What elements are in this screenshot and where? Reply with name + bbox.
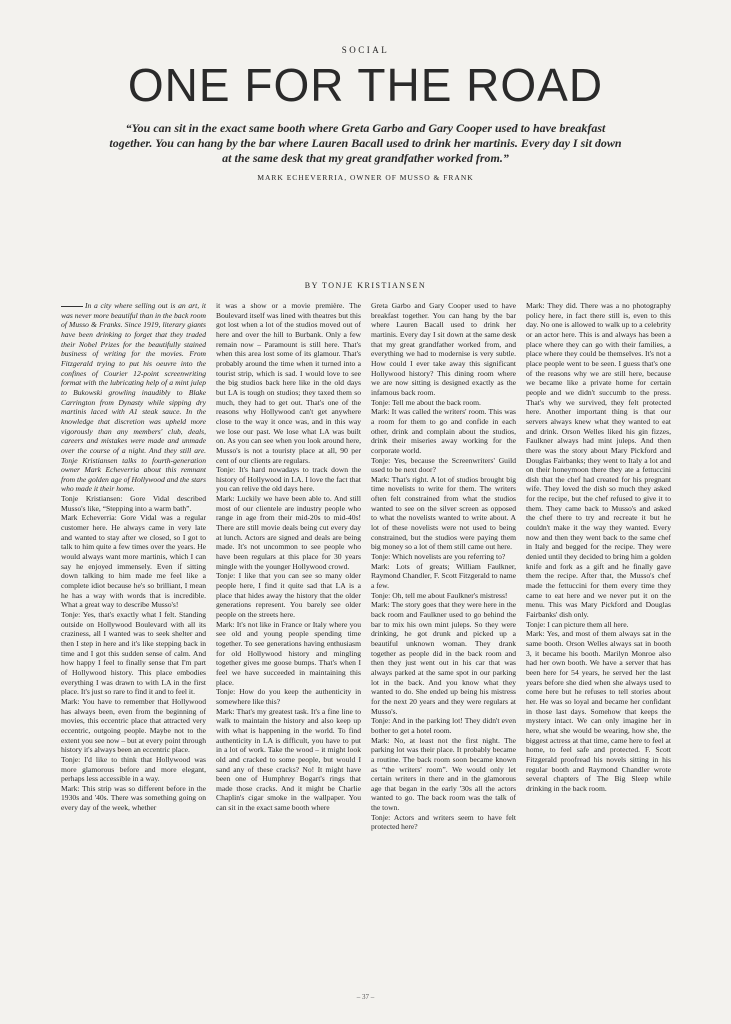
article-body xyxy=(61,301,671,1001)
body-paragraph: Tonje: It's hard nowadays to track down the history of Hollywood in LA. I love the fact that you can relive the old days here. xyxy=(216,465,361,494)
body-paragraph: Tonje Kristiansen: Gore Vidal described Musso's like, “Stepping into a warm bath”. xyxy=(61,494,206,513)
quote-attribution: MARK ECHEVERRIA, OWNER OF MUSSO & FRANK xyxy=(257,173,474,182)
body-paragraph: Tonje: How do you keep the authenticity in somewhere like this? xyxy=(216,687,361,706)
body-paragraph: Mark: Luckily we have been able to. And still most of our clientele are industry people who range in age from their mid-20s to mid-40s! There are still movie deals being cut every day at lunch. Actors are signed and deals are being made. It's not uncommon to see people who have been regulars at this place for 30 years mingle with the younger Hollywood crowd. xyxy=(216,494,361,571)
body-paragraph: Mark: It's not like in France or Italy where you see old and young people spending time together. To see generations having enthusiasm for old Hollywood history and mingling together gives me goose bumps. That's when I feel we have succeeded in maintaining this place. xyxy=(216,619,361,687)
body-paragraph: Tonje: Oh, tell me about Faulkner's mistress! xyxy=(371,590,508,600)
body-paragraph: Mark: That's right. A lot of studios brought big time novelists to write for them. The writers often felt constrained from what the studios wanted to see on the silver screen as opposed to what the novelists wanted to write about. A lot of these novelists were not used to being constrained, but the studios were paying them big money so a lot of them still came out here. xyxy=(371,474,516,552)
byline: BY TONJE KRISTIANSEN xyxy=(304,281,427,290)
body-paragraph: Tonje: I'd like to think that Hollywood was more glamorous before and more elegant, perhaps less accessible in a way. xyxy=(61,754,206,784)
body-paragraph: Greta Garbo and Gary Cooper used to have breakfast together. You can hang by the bar where Lauren Bacall used to drink her martinis. Every day I sit down at the same desk that my great grandfather worked from, and everything we had to modernise is very subtle. How could I ever take away this significant Hollywood history? This dining room where we are now sitting is designed exactly as the infamous back room. xyxy=(371,301,516,397)
body-paragraph: Mark: Lots of greats; William Faulkner, Raymond Chandler, F. Scott Fitzgerald to name a few. xyxy=(371,561,516,591)
section-label: SOCIAL xyxy=(341,45,390,55)
body-paragraph: Mark: That's my greatest task. It's a fine line to walk to maintain the history and also keep up with what is happening in the world. To find authenticity in LA is difficult, you have to put in a lot of work. Take the wood – it might look old and cracked to some people, but would I sand any of these cracks? No! It might have been one of Humphrey Bogart's rings that made those cracks. And it might be Charlie Chaplin's cigar smoke in the wallpaper. You can sit in the exact same booth where xyxy=(216,706,361,813)
body-paragraph: Tonje: I like that you can see so many older people here, I find it quite sad that LA is a place that hides away the history that the older generations represent. You barely see older people on the streets here. xyxy=(216,571,361,619)
intro-dash xyxy=(61,306,83,307)
body-paragraph: Mark: This strip was so different before in the 1930s and '40s. There was something going on every day of the week, whether xyxy=(61,783,206,813)
body-paragraph: Tonje: Actors and writers seem to have felt protected here? xyxy=(371,812,516,832)
article-title: ONE FOR THE ROAD xyxy=(127,59,604,111)
body-paragraph: Mark: The story goes that they were here in the back room and Faulkner used to go behind the bar to mix his own mint juleps. So they were drinking, he got drunk and picked up a beautiful unknown woman. They drank together as people did in the back room and then they just went out in his car that was always parked at the same spot in our parking lot in the back. And you know what they wanted to do. She ended up being his mistress for the next 20 years and they were regulars at Musso's. xyxy=(371,600,516,716)
column-4 xyxy=(526,301,671,1001)
body-paragraph: Mark Echeverria: Gore Vidal was a regular customer here. He always came in very late and wanted to stay after we closed, so I got to talk to him quite a few times over the years. He would always want more martinis, which I can say he enjoyed immensely. Even if sitting down talking to him made me feel like a complete idiot because he's so brilliant, I mean he has a way with words that is incredible. What a great way to describe Musso's! xyxy=(61,513,206,610)
body-paragraph: Mark: No, at least not the first night. The parking lot was their place. It probably became a routine. The back room soon became known as “the writers' room”. We would only let certain writers in there and in the glamorous age that began in the early '30s all the actors wanted to go. The back room was the talk of the town. xyxy=(371,735,516,813)
body-paragraph: Mark: They did. There was a no photography policy here, in fact there still is, even to this day. No one is allowed to walk up to a celebrity or an actor here. This is and always has been a place where they can go with their families, a place where they could be themselves. It's not a place people went to be seen. I guess that's one of the reasons why we are still here, because we became like a private home for certain people and we didn't succumb to the press. That's why we survived, they felt protected here. Another important thing is that our servers always knew what they wanted to eat and drink. Orson Welles liked his gin fizzes, Faulkner always had mint juleps. And then there was the story about Mary Pickford and Douglas Fairbanks; they went to Italy a lot and on their honeymoon there they ate a fettuccini dish that the chef had created for his pregnant wife. They loved the dish so much they asked for the recipe, but the chef refused to give it to them. They came back to Musso's and asked the chef there to try and recreate it but he couldn't make it the way they wanted. Every now and then they went back to the same chef in Italy and begged for the recipe. They were denied until they decided to bring him a golden knife and fork as a gift and he finally gave them the recipe. After that, the Musso's chef made the fettuccini for them every time they came to eat here and we never put it on the menu. This was Mary Pickford and Douglas Fairbanks' dish only. xyxy=(526,301,671,619)
pull-quote: “You can sit in the exact same booth where Greta Garbo and Gary Cooper used to have breakfast together. You can hang by the bar where Lauren Bacall used to drink her martinis. Every day I sit down at the same desk that my great grandfather worked from.” xyxy=(109,121,622,165)
column-3 xyxy=(371,301,516,1001)
body-paragraph: Tonje: Yes, because the Screenwriters' Guild used to be next door? xyxy=(371,455,516,475)
intro-paragraph: In a city where selling out is an art, it was never more beautiful than in the back room of Musso & Franks. Since 1919, literary giants have been drinking to forget that they traded their Nobel Prizes for the beautifully stained business of writing for the movies. From Fitzgerald trying to put his oeuvre into the confines of Courier 12-point screenwriting format with the lubricating help of a mint julep to Bukowski growling inaudibly to Blake Carrington from Dynasty while sipping dry martinis laced with A1 steak sauce. In the knowledge that discretion was upheld more vigorously than any members' club, deals, careers and mistakes were made and unmade over the course of a night. And they still are. Tonje Kristiansen talks to fourth-generation owner Mark Echeverria about this remnant from the golden age of Hollywood and the stars who made it their home. xyxy=(61,301,206,494)
body-paragraph: Tonje: I can picture them all here. xyxy=(526,619,629,629)
body-paragraph: Mark: You have to remember that Hollywood has always been, even from the beginning of movies, this eccentric place that attracted very eccentric, outgoing people. Maybe not to the extent you see now – but at every point through history it's always been an eccentric place. xyxy=(61,696,206,755)
body-paragraph: Tonje: Yes, that's exactly what I felt. Standing outside on Hollywood Boulevard with all its craziness, all I wanted was to seek shelter and then I step in here and it's like stepping back in time and I got this sudden sense of calm. And how happy I feel to finally sense that I'm part of Hollywood history. This place embodies everything I was drawn to with LA in the first place. It's just so rare to find it and to feel it. xyxy=(61,610,206,697)
page-number: – 37 – xyxy=(356,993,375,1001)
body-paragraph: Tonje: Tell me about the back room. xyxy=(371,397,481,407)
body-paragraph: Tonje: Which novelists are you referring to? xyxy=(371,552,506,562)
body-paragraph: Mark: Yes, and most of them always sat in the same booth. Orson Welles always sat in booth 3, it became his booth. Marilyn Monroe also had her own booth. We have a server that has been here for 54 years, he served her the last years before she died when she always used to come here but he refuses to tell stories about her. He was so loyal and became her confidant in those last days. Somehow that keeps the mystery intact. We can only imagine her in here, what she would be wearing, how she, the biggest actress at that time, came here to feel at home, to feel safe and protected. F. Scott Fitzgerald proofread his novels sitting in his regular booth and Raymond Chandler wrote several chapters of The Big Sleep while drinking in the back room. xyxy=(526,629,671,793)
body-paragraph: Tonje: And in the parking lot! They didn't even bother to get a hotel room. xyxy=(371,716,516,735)
body-paragraph: Mark: It was called the writers' room. This was a room for them to go and confide in each other, drink and complain about the studios, drink their miseries away working for the corporate world. xyxy=(371,407,516,455)
body-paragraph: it was a show or a movie première. The Boulevard itself was lined with theatres but this got lost when a lot of the studios moved out of here and over the hill to Burbank. Only a few remain now – Paramount is still here. That's when this area lost some of its glamour. That's probably around the time when it turned into a tourist strip, which is sad. I would love to see the big studios back here like in the old days but LA is tough on studios; they taxed them so much, they had to get out. That's one of the reasons why Hollywood can't get anywhere close to the way it once was, and in this way we lose our past. We lose what LA was built on. As you can see when you look around here, Musso's is not a touristy place at all, 90 per cent of our clients are regulars. xyxy=(216,301,361,465)
column-1 xyxy=(61,301,206,1001)
column-2 xyxy=(216,301,361,1001)
